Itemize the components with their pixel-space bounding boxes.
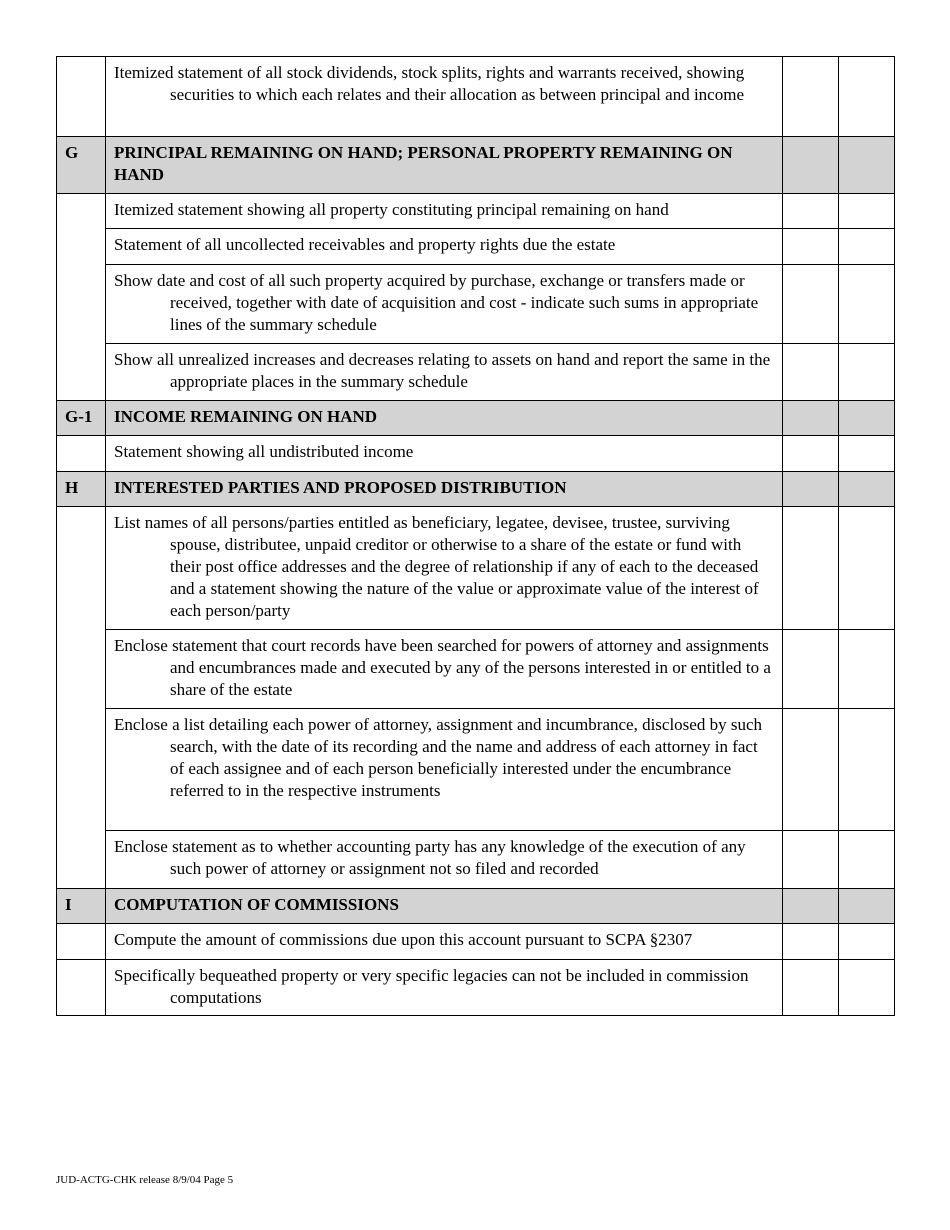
item-text: Enclose statement as to whether accounting party has any knowledge of the execution of any such power of attorney or assignment not so filed and recorded	[114, 837, 746, 878]
item-row	[57, 194, 895, 229]
code-cell	[57, 924, 106, 960]
item-row	[57, 344, 895, 401]
check-box-1[interactable]	[783, 709, 839, 831]
code-cell	[57, 436, 106, 472]
section-check-2	[839, 137, 895, 194]
item-row	[57, 57, 895, 137]
check-box-1[interactable]	[783, 344, 839, 401]
check-box-2[interactable]	[839, 265, 895, 344]
item-text: Statement showing all undistributed income	[114, 442, 414, 461]
section-row-i	[57, 889, 895, 924]
item-description	[106, 229, 783, 265]
item-row	[57, 229, 895, 265]
check-box-2[interactable]	[839, 831, 895, 889]
check-box-1[interactable]	[783, 960, 839, 1016]
section-title: INTERESTED PARTIES AND PROPOSED DISTRIBUTION	[106, 472, 783, 507]
item-row	[57, 831, 895, 889]
item-description	[106, 924, 783, 960]
check-box-1[interactable]	[783, 265, 839, 344]
check-box-2[interactable]	[839, 229, 895, 265]
section-code: H	[57, 472, 106, 507]
section-check-2	[839, 889, 895, 924]
section-row-h	[57, 472, 895, 507]
section-check-1	[783, 401, 839, 436]
check-box-2[interactable]	[839, 709, 895, 831]
item-text: Enclose a list detailing each power of attorney, assignment and incumbrance, disclosed by such search, with the date of its recording and the name and address of each attorney in fact of each assignee and of each person beneficially interested under the encumbrance referred to in the respective instruments	[114, 715, 763, 800]
check-box-1[interactable]	[783, 436, 839, 472]
check-box-1[interactable]	[783, 831, 839, 889]
code-cell	[57, 507, 106, 889]
check-box-1[interactable]	[783, 194, 839, 229]
check-box-2[interactable]	[839, 57, 895, 137]
section-code: G-1	[57, 401, 106, 436]
item-text: Compute the amount of commissions due upon this account pursuant to SCPA §2307	[114, 930, 693, 949]
item-row	[57, 436, 895, 472]
code-cell	[57, 194, 106, 401]
item-text: List names of all persons/parties entitled as beneficiary, legatee, devisee, trustee, surviving spouse, distributee, unpaid creditor or otherwise to a share of the estate or fund with their post office addresses and the degree of relationship if any of each to the deceased and a statement showing the nature of the value or approximate value of the interest of each person/party	[114, 513, 759, 620]
check-box-1[interactable]	[783, 507, 839, 630]
section-code: I	[57, 889, 106, 924]
item-text: Specifically bequeathed property or very specific legacies can not be included in commission computations	[114, 966, 749, 1007]
section-title: INCOME REMAINING ON HAND	[106, 401, 783, 436]
item-description	[106, 831, 783, 889]
item-text: Itemized statement showing all property constituting principal remaining on hand	[114, 200, 669, 219]
item-description	[106, 344, 783, 401]
code-cell	[57, 57, 106, 137]
check-box-1[interactable]	[783, 630, 839, 709]
section-row-g1	[57, 401, 895, 436]
check-box-2[interactable]	[839, 960, 895, 1016]
item-text: Statement of all uncollected receivables and property rights due the estate	[114, 235, 616, 254]
check-box-2[interactable]	[839, 436, 895, 472]
check-box-2[interactable]	[839, 630, 895, 709]
code-cell	[57, 960, 106, 1016]
item-row	[57, 709, 895, 831]
item-text: Show all unrealized increases and decreases relating to assets on hand and report the same in the appropriate places in the summary schedule	[114, 350, 771, 391]
item-text: Show date and cost of all such property acquired by purchase, exchange or transfers made or received, together with date of acquisition and cost - indicate such sums in appropriate lines of the summary schedule	[114, 271, 759, 334]
page-footer: JUD-ACTG-CHK release 8/9/04 Page 5	[56, 1174, 234, 1186]
item-row	[57, 265, 895, 344]
item-text: Enclose statement that court records have been searched for powers of attorney and assignments and encumbrances made and executed by any of the persons interested in or entitled to a share of the estate	[114, 636, 771, 699]
section-check-2	[839, 472, 895, 507]
section-check-2	[839, 401, 895, 436]
check-box-2[interactable]	[839, 924, 895, 960]
section-row-g	[57, 137, 895, 194]
section-code: G	[57, 137, 106, 194]
section-title: PRINCIPAL REMAINING ON HAND; PERSONAL PROPERTY REMAINING ON HAND	[106, 137, 783, 194]
item-description	[106, 194, 783, 229]
item-description	[106, 57, 783, 137]
check-box-1[interactable]	[783, 229, 839, 265]
item-row	[57, 507, 895, 630]
item-row	[57, 924, 895, 960]
item-description	[106, 960, 783, 1016]
check-box-1[interactable]	[783, 924, 839, 960]
item-description	[106, 507, 783, 630]
check-box-2[interactable]	[839, 344, 895, 401]
item-description	[106, 630, 783, 709]
section-check-1	[783, 137, 839, 194]
check-box-1[interactable]	[783, 57, 839, 137]
item-text: Itemized statement of all stock dividends, stock splits, rights and warrants received, showing securities to which each relates and their allocation as between principal and income	[114, 63, 745, 104]
item-description	[106, 709, 783, 831]
section-check-1	[783, 889, 839, 924]
item-row	[57, 960, 895, 1016]
check-box-2[interactable]	[839, 507, 895, 630]
item-row	[57, 630, 895, 709]
item-description	[106, 265, 783, 344]
checklist-table	[56, 56, 895, 1016]
check-box-2[interactable]	[839, 194, 895, 229]
item-description	[106, 436, 783, 472]
section-check-1	[783, 472, 839, 507]
section-title: COMPUTATION OF COMMISSIONS	[106, 889, 783, 924]
